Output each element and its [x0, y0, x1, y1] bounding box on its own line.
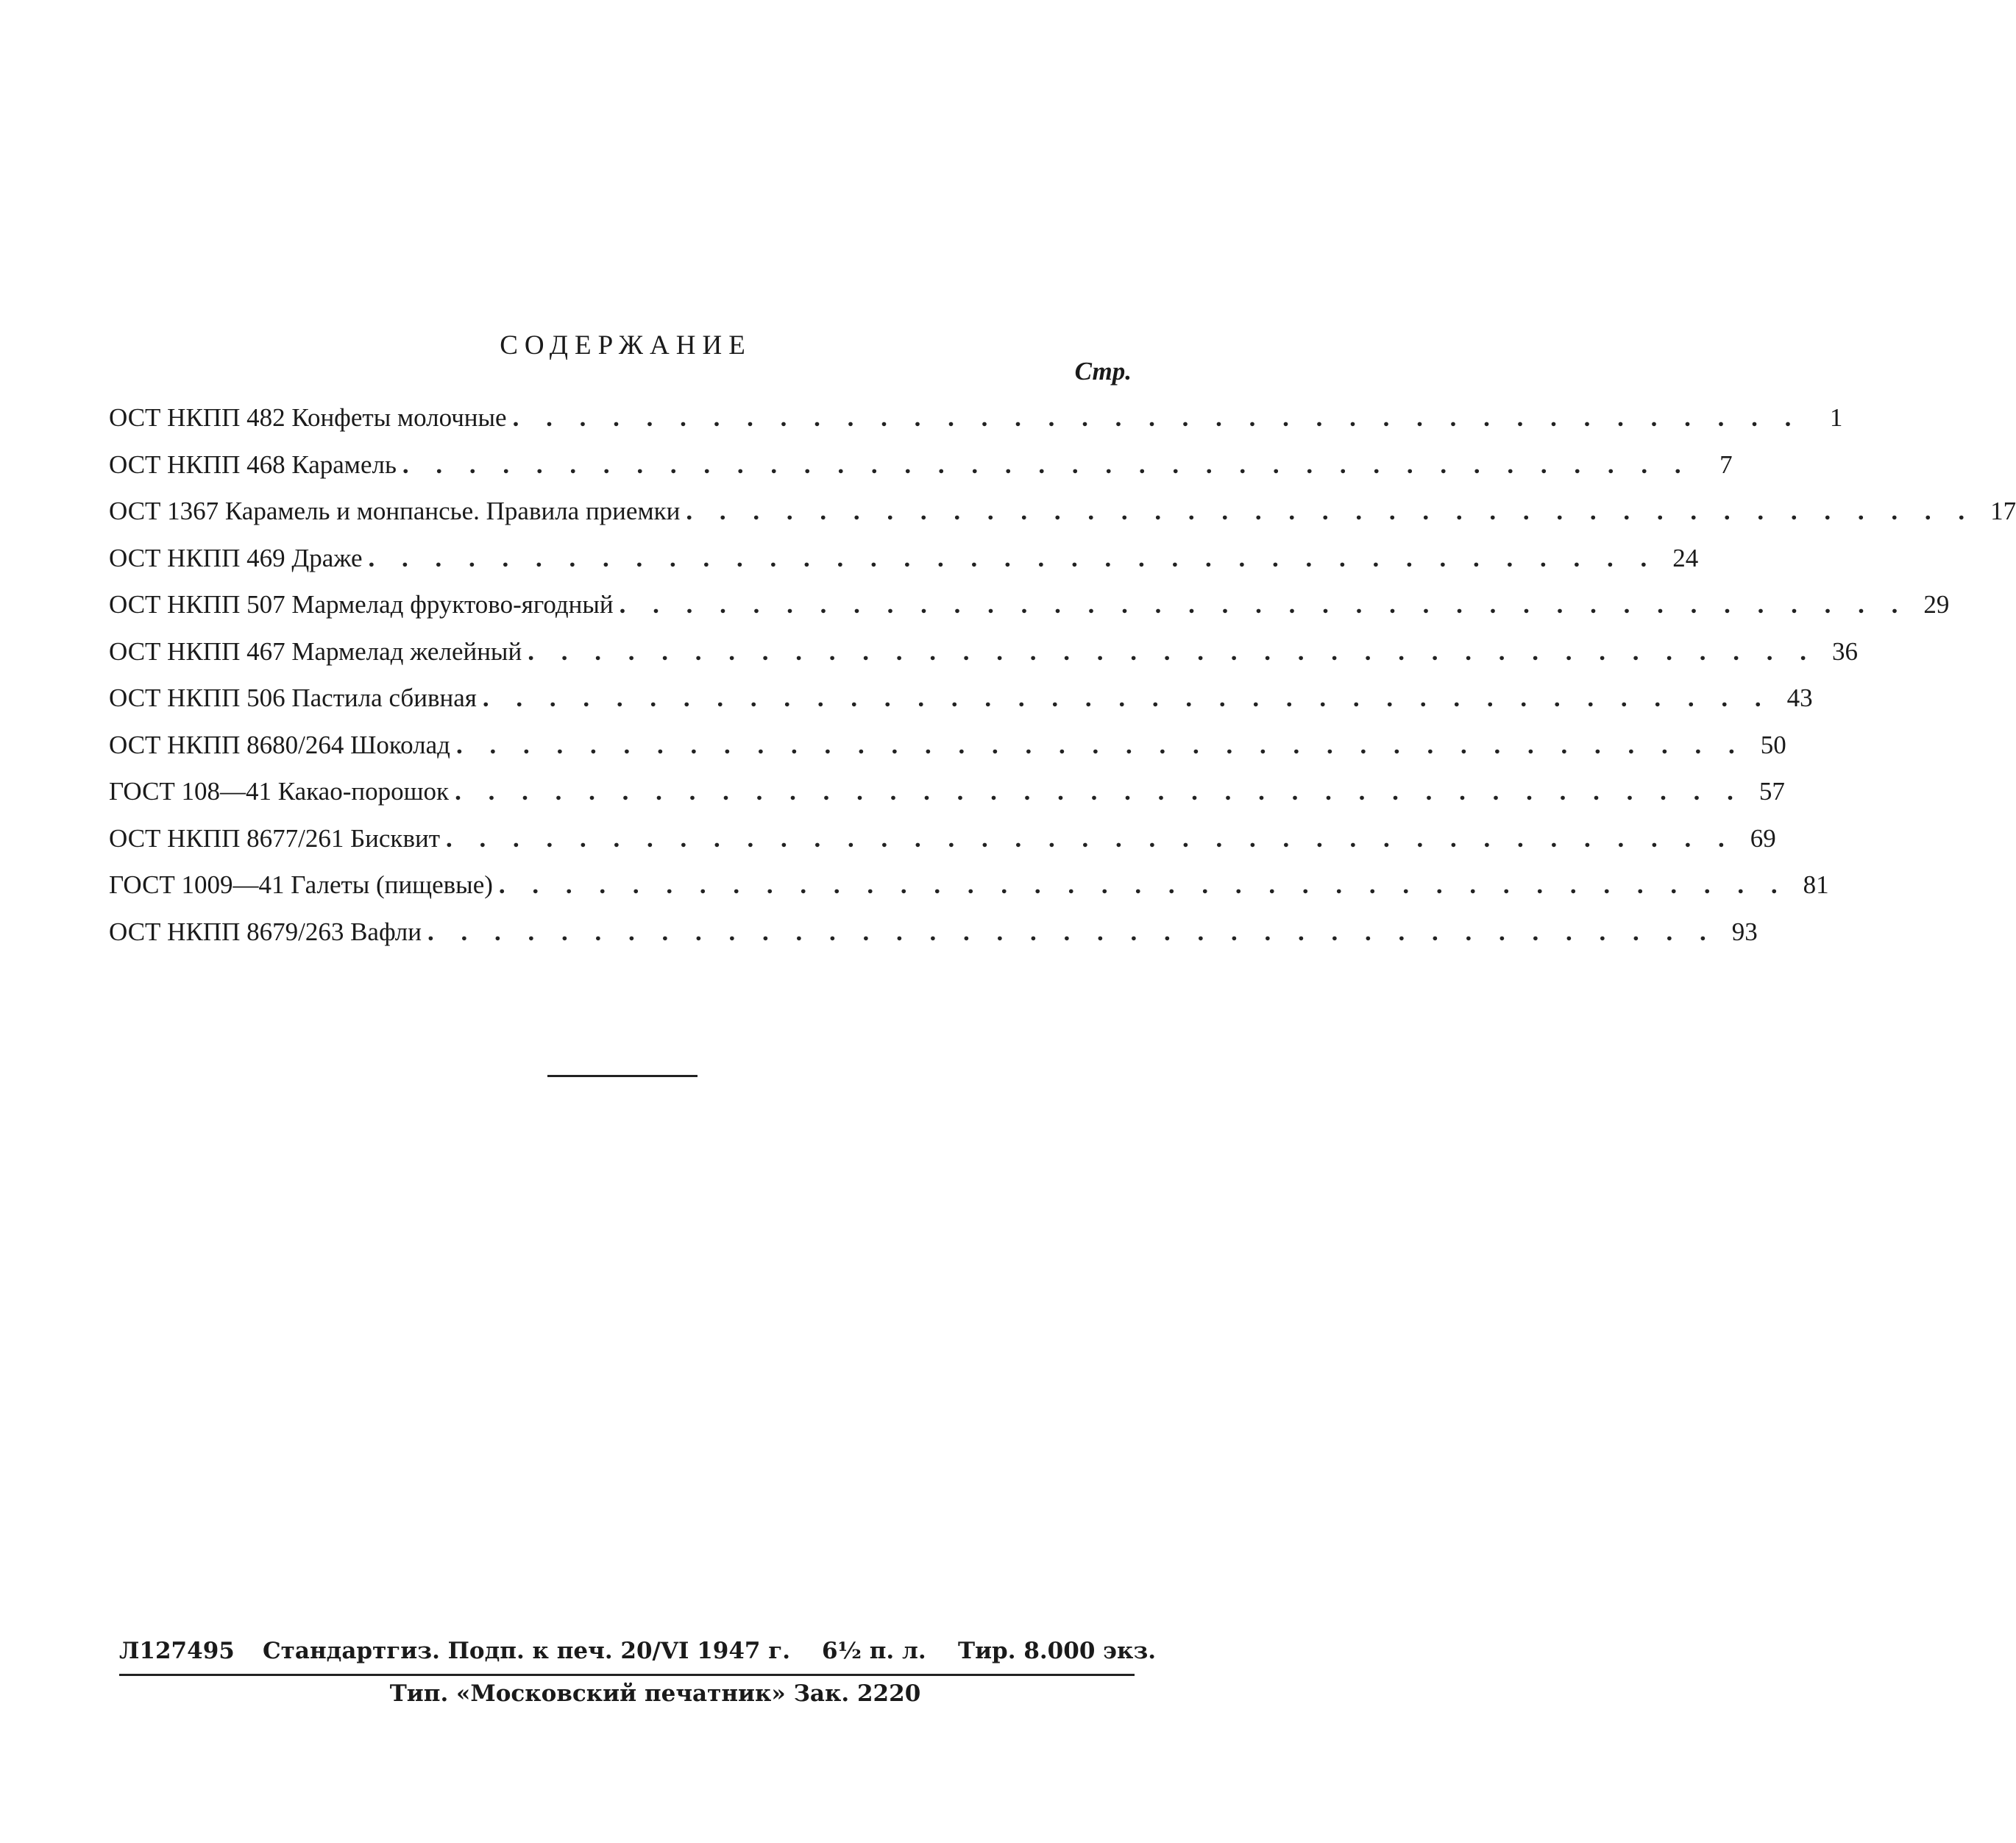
- toc-entry-page: 43: [1786, 683, 1813, 712]
- toc-entry-label: ГОСТ 1009—41 Галеты (пищевые): [109, 870, 493, 899]
- dot-leader: . . . . . . . . . . . . . . . . . . . . . . . . . . . . . . . . . . . . . . .: [528, 636, 1817, 666]
- toc-entry-label: ОСТ НКПП 467 Мармелад желейный: [109, 636, 522, 666]
- toc-entry-page: 81: [1803, 870, 1829, 899]
- toc-entry-page: 7: [1719, 450, 1733, 479]
- toc-entry-label: ОСТ 1367 Карамель и монпансье. Правила приемки: [109, 497, 681, 525]
- toc-entry-label: ОСТ НКПП 8679/263 Вафли: [109, 917, 422, 946]
- toc-entry[interactable]: [109, 590, 1950, 637]
- toc-entry-label: ОСТ НКПП 8680/264 Шоколад: [109, 730, 450, 759]
- dot-leader: . . . . . . . . . . . . . . . . . . . . . . . . . . . . . . . . . . . . . . .: [402, 450, 1692, 479]
- toc-entry-label: ОСТ НКПП 507 Мармелад фруктово-ягодный: [109, 590, 614, 619]
- dot-leader: . . . . . . . . . . . . . . . . . . . . . . . . . . . . . . . . . . . . . . .: [619, 590, 1909, 619]
- toc-entry-page: 24: [1672, 543, 1699, 572]
- imprint-code: Л127495: [119, 1638, 235, 1664]
- toc-entry[interactable]: [109, 777, 1785, 824]
- toc-entry-page: 57: [1758, 777, 1785, 806]
- toc-entry-label: ОСТ НКПП 506 Пастила сбивная: [109, 683, 477, 712]
- imprint-divider: [119, 1674, 1135, 1676]
- table-of-contents: [109, 403, 2016, 964]
- imprint-print-run: Тир. 8.000 экз.: [958, 1638, 1157, 1664]
- toc-entry[interactable]: [109, 403, 1843, 450]
- toc-entry[interactable]: [109, 450, 1733, 497]
- dot-leader: . . . . . . . . . . . . . . . . . . . . . . . . . . . . . . . . . . . . . . .: [368, 543, 1658, 572]
- toc-entry[interactable]: [109, 917, 1758, 965]
- toc-entry[interactable]: [109, 823, 1776, 871]
- page-title: СОДЕРЖАНИЕ: [500, 330, 752, 361]
- page-column-header: Стр.: [1074, 357, 1132, 386]
- dot-leader: . . . . . . . . . . . . . . . . . . . . . . . . . . . . . . . . . . . . . . .: [455, 777, 1744, 806]
- toc-entry-label: ГОСТ 108—41 Какао-порошок: [109, 777, 450, 806]
- dot-leader: . . . . . . . . . . . . . . . . . . . . . . . . . . . . . . . . . . . . . . .: [686, 497, 1976, 525]
- toc-entry[interactable]: [109, 497, 2016, 544]
- imprint-line: [119, 1638, 1157, 1670]
- toc-entry[interactable]: [109, 870, 1829, 917]
- toc-entry-page: 29: [1923, 590, 1950, 619]
- toc-entry-page: 36: [1831, 636, 1858, 666]
- toc-entry[interactable]: [109, 543, 1699, 591]
- toc-entry-page: 50: [1760, 730, 1786, 759]
- dot-leader: . . . . . . . . . . . . . . . . . . . . . . . . . . . . . . . . . . . . . . .: [427, 917, 1717, 946]
- toc-entry-page: 93: [1731, 917, 1758, 946]
- toc-entry-page: 69: [1750, 823, 1776, 853]
- dot-leader: . . . . . . . . . . . . . . . . . . . . . . . . . . . . . . . . . . . . . . .: [482, 683, 1772, 712]
- dot-leader: . . . . . . . . . . . . . . . . . . . . . . . . . . . . . . . . . . . . . . .: [512, 403, 1802, 432]
- toc-entry-label: ОСТ НКПП 482 Конфеты молочные: [109, 403, 507, 432]
- section-divider: [547, 1075, 698, 1077]
- toc-entry[interactable]: [109, 683, 1813, 731]
- toc-entry[interactable]: [109, 636, 1858, 684]
- dot-leader: . . . . . . . . . . . . . . . . . . . . . . . . . . . . . . . . . . . . . . .: [498, 870, 1788, 899]
- toc-entry-label: ОСТ НКПП 8677/261 Бисквит: [109, 823, 440, 853]
- dot-leader: . . . . . . . . . . . . . . . . . . . . . . . . . . . . . . . . . . . . . . .: [455, 730, 1745, 759]
- imprint-printer: Тип. «Московский печатник» Зак. 2220: [389, 1680, 921, 1707]
- toc-entry-page: 17: [1990, 497, 2016, 525]
- toc-entry[interactable]: [109, 730, 1786, 778]
- imprint-publisher: Стандартгиз. Подп. к печ. 20/VI 1947 г.: [263, 1638, 791, 1664]
- toc-entry-label: ОСТ НКПП 469 Драже: [109, 543, 363, 572]
- toc-entry-page: 1: [1829, 403, 1843, 432]
- toc-entry-label: ОСТ НКПП 468 Карамель: [109, 450, 397, 479]
- dot-leader: . . . . . . . . . . . . . . . . . . . . . . . . . . . . . . . . . . . . . . .: [446, 823, 1735, 853]
- imprint-sheets: 6½ п. л.: [822, 1638, 926, 1664]
